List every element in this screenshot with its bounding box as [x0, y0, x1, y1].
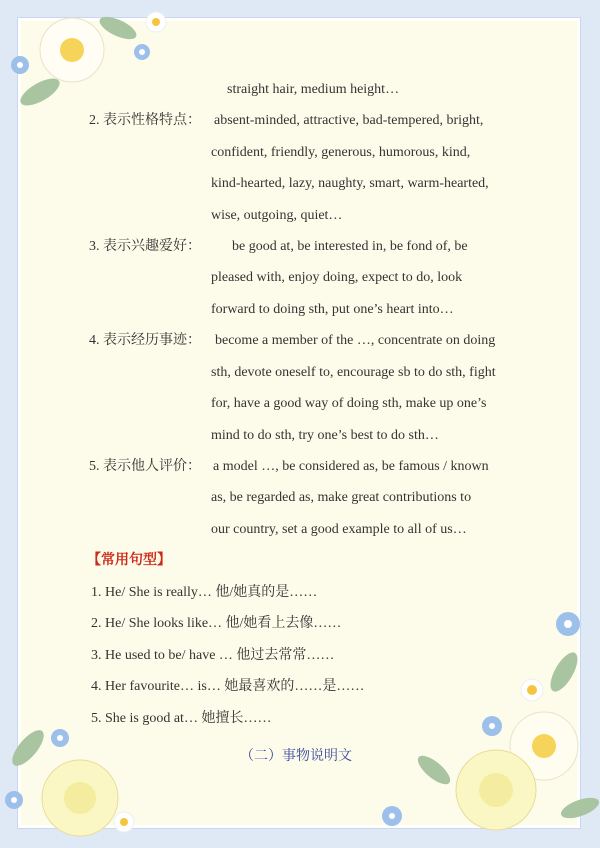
bottom-left-flower-decoration — [0, 718, 150, 848]
item-line: pleased with, enjoy doing, expect to do, look — [211, 270, 463, 285]
item-label: 5. 表示他人评价： — [89, 459, 201, 474]
item-line: our country, set a good example to all of us… — [211, 522, 467, 537]
item-line: forward to doing sth, put one’s heart into… — [211, 302, 454, 317]
small-daisy-icon — [521, 679, 543, 701]
sentence-item: 5. She is good at… 她擅长…… — [91, 711, 272, 726]
item-line: absent-minded, attractive, bad-tempered, bright, — [214, 113, 484, 128]
item-line: be good at, be interested in, be fond of, be — [232, 239, 468, 254]
small-daisy-icon — [146, 12, 166, 32]
item-line: mind to do sth, try one’s best to do sth… — [211, 428, 439, 443]
sentence-item: 4. Her favourite… is… 她最喜欢的……是…… — [91, 679, 365, 694]
item-line: become a member of the …, concentrate on doing — [215, 333, 496, 348]
top-left-flower-decoration — [0, 0, 190, 120]
white-flower-icon — [40, 18, 104, 82]
small-daisy-icon — [114, 812, 134, 832]
leaf-icon — [7, 725, 49, 770]
sentence-item: 2. He/ She looks like… 他/她看上去像…… — [91, 616, 342, 631]
item-label: 4. 表示经历事迹： — [89, 333, 201, 348]
sentence-item: 3. He used to be/ have … 他过去常常…… — [91, 648, 335, 663]
intro-line: straight hair, medium height… — [227, 82, 400, 97]
item-label: 3. 表示兴趣爱好： — [89, 239, 201, 254]
item-line: kind-hearted, lazy, naughty, smart, warm-hearted, — [211, 176, 489, 191]
footer-heading: （二）事物说明文 — [240, 749, 352, 764]
bottom-right-flower-decoration — [380, 598, 600, 848]
yellow-rose-icon — [42, 760, 118, 836]
section-heading: 【常用句型】 — [87, 553, 171, 568]
item-line: sth, devote oneself to, encourage sb to do sth, fight — [211, 365, 496, 380]
yellow-rose-icon — [456, 750, 536, 830]
item-line: confident, friendly, generous, humorous, kind, — [211, 145, 471, 160]
item-line: wise, outgoing, quiet… — [211, 208, 343, 223]
item-line: for, have a good way of doing sth, make up one’s — [211, 396, 487, 411]
sentence-item: 1. He/ She is really… 他/她真的是…… — [91, 585, 318, 600]
item-line: as, be regarded as, make great contributions to — [211, 490, 472, 505]
item-label: 2. 表示性格特点： — [89, 113, 201, 128]
item-line: a model …, be considered as, be famous / known — [213, 459, 489, 474]
